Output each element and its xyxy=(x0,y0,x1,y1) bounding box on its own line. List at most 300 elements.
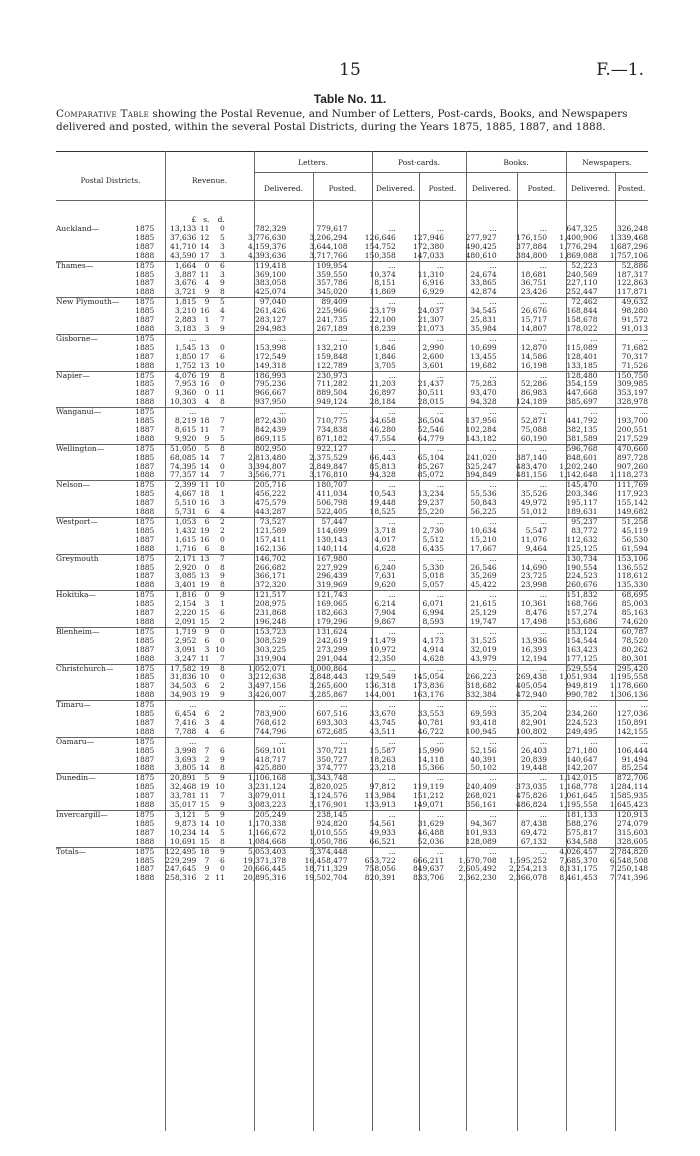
revenue-shillings-cell: 2 xyxy=(204,874,210,883)
books-delivered-cell: 13,455 xyxy=(470,352,497,361)
district-name: Westport— xyxy=(56,518,133,527)
letters-delivered-cell: 121,589 xyxy=(255,526,287,535)
newspapers-posted-cell: 52,886 xyxy=(597,261,648,270)
postcards-delivered-cell: 10,972 xyxy=(369,645,396,654)
letters-delivered-cell: 97,040 xyxy=(225,298,286,307)
books-posted-cell: ... xyxy=(497,811,547,820)
table-row xyxy=(56,271,648,280)
newspapers-delivered-cell: 1,142,648 xyxy=(559,471,598,480)
revenue-shillings-cell: 6 xyxy=(204,636,210,645)
year-cell: 1888 xyxy=(135,837,155,846)
postcards-posted-cell: 15,366 xyxy=(417,764,445,773)
postcards-delivered-cell: 26,897 xyxy=(369,389,396,398)
revenue-shillings-cell: 13 xyxy=(196,554,209,563)
revenue-shillings-cell: 16 xyxy=(199,499,210,508)
revenue-pounds-cell: 229,299 xyxy=(165,856,197,865)
letters-delivered-cell: 1,170,338 xyxy=(248,819,287,828)
letters-posted-cell: 159,848 xyxy=(316,352,348,361)
postcards-posted-cell: 85,072 xyxy=(417,471,445,480)
letters-delivered-cell: 966,667 xyxy=(255,389,287,398)
table-row xyxy=(56,234,648,243)
postcards-delivered-cell: 94,328 xyxy=(369,471,396,480)
district-name-blank xyxy=(56,252,133,261)
newspapers-delivered-cell: 381,589 xyxy=(566,434,598,443)
letters-posted-cell: 273,299 xyxy=(316,645,348,654)
revenue-shillings-cell: 6 xyxy=(204,710,210,719)
unit-pounds: £ xyxy=(191,215,197,224)
newspapers-posted-cell: 135,330 xyxy=(616,581,648,590)
newspapers-posted-cell: 872,706 xyxy=(597,774,648,783)
newspapers-posted-cell: 85,003 xyxy=(621,600,648,609)
header-newspapers-delivered: Delivered. xyxy=(570,184,611,193)
letters-posted-cell: 3,124,576 xyxy=(309,792,348,801)
revenue-pence-cell: 10 xyxy=(215,645,225,654)
year-cell: 1875 xyxy=(133,408,157,417)
table-row xyxy=(56,353,648,362)
letters-posted-cell: 242,619 xyxy=(316,636,348,645)
newspapers-posted-cell: 6,548,508 xyxy=(609,856,648,865)
district-name-blank xyxy=(56,637,133,646)
postcards-delivered-cell: 150,358 xyxy=(364,251,396,260)
district-name-blank xyxy=(56,865,133,874)
revenue-pence-cell: 8 xyxy=(220,581,225,590)
revenue-pounds-cell: 122,495 xyxy=(157,847,196,856)
revenue-shillings-cell: 19 xyxy=(199,691,210,700)
table-row xyxy=(56,591,648,600)
revenue-pence-cell: 5 xyxy=(220,434,225,443)
district-name: Blenheim— xyxy=(56,627,133,636)
revenue-pence-cell: 6 xyxy=(209,261,224,270)
letters-posted-cell: 2,848,443 xyxy=(309,673,348,682)
letters-posted-cell: ... xyxy=(286,737,347,746)
revenue-shillings-cell: 15 xyxy=(199,837,210,846)
newspapers-delivered-cell: 72,462 xyxy=(547,298,597,307)
postcards-posted-cell: ... xyxy=(396,334,444,343)
books-delivered-cell: 94,328 xyxy=(470,398,497,407)
table-row xyxy=(56,463,648,472)
newspapers-delivered-cell: 990,782 xyxy=(566,691,598,700)
revenue-shillings-cell: 0 xyxy=(196,261,209,270)
year-cell: 1888 xyxy=(135,508,155,517)
books-delivered-cell: ... xyxy=(444,444,497,453)
revenue-shillings-cell: 16 xyxy=(199,307,210,316)
year-cell: 1888 xyxy=(135,434,155,443)
letters-posted-cell: 522,405 xyxy=(316,508,348,517)
postcards-delivered-cell: ... xyxy=(348,627,396,636)
revenue-pounds-cell: 34,503 xyxy=(170,682,197,691)
postcards-posted-cell: 119,119 xyxy=(413,783,445,792)
books-delivered-cell: 34,545 xyxy=(470,307,497,316)
postcards-posted-cell: ... xyxy=(396,298,444,307)
district-name-blank xyxy=(56,454,133,463)
postcards-delivered-cell: 1,846 xyxy=(374,343,396,352)
newspapers-posted-cell: 85,254 xyxy=(621,764,648,773)
revenue-pounds-cell: 34,903 xyxy=(170,691,197,700)
newspapers-posted-cell: 51,258 xyxy=(597,518,648,527)
postcards-delivered-cell: 49,933 xyxy=(369,828,396,837)
header-postal-districts: Postal Districts. xyxy=(80,176,141,185)
table-row xyxy=(56,783,648,792)
year-cell: 1885 xyxy=(135,673,155,682)
revenue-pence-cell: 11 xyxy=(215,874,225,883)
year-cell: 1887 xyxy=(135,316,155,325)
revenue-pence-cell: 2 xyxy=(220,682,225,691)
table-row xyxy=(56,380,648,389)
newspapers-delivered-cell: 177,125 xyxy=(566,654,598,663)
books-posted-cell: 19,448 xyxy=(520,764,548,773)
newspapers-posted-cell: 149,682 xyxy=(616,508,648,517)
header-letters-posted: Posted. xyxy=(328,184,357,193)
year-cell: 1875 xyxy=(133,737,157,746)
year-cell: 1885 xyxy=(135,746,155,755)
year-cell: 1888 xyxy=(135,764,155,773)
books-posted-cell: 69,472 xyxy=(520,828,548,837)
revenue-pounds-cell: 247,645 xyxy=(165,865,197,874)
books-delivered-cell: 50,102 xyxy=(470,764,497,773)
books-posted-cell: 23,426 xyxy=(520,288,548,297)
table-row xyxy=(56,527,648,536)
books-posted-cell: 12,870 xyxy=(520,343,548,352)
postcards-posted-cell: 5,512 xyxy=(422,535,445,544)
letters-delivered-cell: 369,100 xyxy=(255,270,287,279)
postcards-delivered-cell: 47,554 xyxy=(369,434,396,443)
postcards-delivered-cell: 6,214 xyxy=(374,600,396,609)
letters-delivered-cell: 157,411 xyxy=(255,535,287,544)
newspapers-delivered-cell: 260,676 xyxy=(566,581,598,590)
header-letters: Letters. xyxy=(298,158,328,167)
year-cell: 1887 xyxy=(135,718,155,727)
year-cell: 1888 xyxy=(135,251,155,260)
postcards-delivered-cell: 22,100 xyxy=(369,316,396,325)
letters-posted-cell: 225,966 xyxy=(316,307,348,316)
revenue-shillings-cell: 13 xyxy=(199,361,210,370)
letters-posted-cell: 2,375,529 xyxy=(309,453,348,462)
books-posted-cell: 16,198 xyxy=(520,361,548,370)
district-name-blank xyxy=(56,857,133,866)
revenue-pence-cell: 8 xyxy=(220,563,225,572)
letters-posted-cell: 16,458,477 xyxy=(304,856,348,865)
letters-delivered-cell: 1,106,168 xyxy=(225,774,286,783)
revenue-shillings-cell: 3 xyxy=(204,645,210,654)
letters-posted-cell: 114,699 xyxy=(316,526,348,535)
letters-delivered-cell: 869,115 xyxy=(255,434,287,443)
revenue-shillings-cell: 13 xyxy=(199,343,210,352)
table-row xyxy=(56,518,648,527)
letters-delivered-cell: ... xyxy=(225,334,286,343)
newspapers-delivered-cell: 385,697 xyxy=(566,398,598,407)
revenue-shillings-cell: 18 xyxy=(199,490,210,499)
district-name-blank xyxy=(56,435,133,444)
revenue-shillings-cell: 5 xyxy=(196,444,209,453)
books-posted-cell: 18,681 xyxy=(520,270,548,279)
letters-posted-cell: 693,303 xyxy=(316,718,348,727)
newspapers-posted-cell: 91,013 xyxy=(621,324,648,333)
revenue-pence-cell: 7 xyxy=(220,417,225,426)
revenue-pence-cell: 11 xyxy=(215,389,225,398)
district-name-blank xyxy=(56,710,133,719)
year-cell: 1887 xyxy=(135,462,155,471)
revenue-shillings-cell xyxy=(196,408,209,417)
newspapers-posted-cell: 187,317 xyxy=(616,270,648,279)
revenue-pence-cell: 2 xyxy=(220,526,225,535)
books-delivered-cell: 69,593 xyxy=(470,710,497,719)
revenue-shillings-cell: 17 xyxy=(199,251,210,260)
revenue-pounds-cell: 258,316 xyxy=(165,874,197,883)
postcards-posted-cell: 163,176 xyxy=(413,691,445,700)
postcards-delivered-cell: 46,280 xyxy=(369,425,396,434)
postcards-posted-cell: 21,307 xyxy=(417,316,445,325)
unit-pence: d. xyxy=(217,215,225,224)
newspapers-posted-cell: 1,284,114 xyxy=(609,783,648,792)
revenue-pence-cell: 2 xyxy=(220,710,225,719)
newspapers-posted-cell: 120,913 xyxy=(597,811,648,820)
postcards-delivered-cell: 18,525 xyxy=(369,508,396,517)
newspapers-posted-cell: 61,594 xyxy=(621,544,648,553)
revenue-pence-cell: 0 xyxy=(220,462,225,471)
postcards-posted-cell: 46,488 xyxy=(417,828,445,837)
books-posted-cell: 75,088 xyxy=(520,425,548,434)
revenue-pounds-cell: 77,357 xyxy=(170,471,197,480)
books-delivered-cell: 19,682 xyxy=(470,361,497,370)
newspapers-delivered-cell: 1,061,645 xyxy=(559,792,598,801)
revenue-pounds-cell: ... xyxy=(157,737,196,746)
newspapers-delivered-cell: 140,647 xyxy=(566,755,598,764)
revenue-pence-cell: 10 xyxy=(209,481,224,490)
postcards-posted-cell: 2,730 xyxy=(422,526,445,535)
newspapers-delivered-cell: 234,260 xyxy=(566,710,598,719)
books-delivered-cell: 24,674 xyxy=(470,270,497,279)
newspapers-delivered-cell: 52,223 xyxy=(547,261,597,270)
year-cell: 1885 xyxy=(135,600,155,609)
year-cell: 1887 xyxy=(135,535,155,544)
newspapers-posted-cell: 326,248 xyxy=(616,225,648,233)
postcards-delivered-cell: 7,631 xyxy=(374,572,396,581)
newspapers-posted-cell: 1,178,660 xyxy=(609,682,648,691)
revenue-shillings-cell: 1 xyxy=(204,316,210,325)
year-cell: 1875 xyxy=(133,627,157,636)
revenue-shillings-cell: 9 xyxy=(204,288,210,297)
district-name-blank xyxy=(56,829,133,838)
postcards-posted-cell: 833,706 xyxy=(413,874,445,883)
books-posted-cell: 2,254,213 xyxy=(508,865,548,874)
table-row xyxy=(56,490,648,499)
table-row xyxy=(56,710,648,719)
postcards-delivered-cell: 10,543 xyxy=(369,490,396,499)
district-name: Wellington— xyxy=(56,444,133,453)
district-name-blank xyxy=(56,581,133,590)
revenue-pounds-cell: 68,085 xyxy=(170,453,197,462)
newspapers-delivered-cell: 529,554 xyxy=(547,664,597,673)
district-name-blank xyxy=(56,279,133,288)
books-delivered-cell: 100,945 xyxy=(465,727,497,736)
postcards-posted-cell: 172,380 xyxy=(413,242,445,251)
revenue-shillings-cell: 14 xyxy=(199,764,210,773)
postcards-delivered-cell: 19,448 xyxy=(369,499,396,508)
books-posted-cell: ... xyxy=(497,371,547,380)
letters-posted-cell: 734,838 xyxy=(316,425,348,434)
books-delivered-cell: 241,020 xyxy=(465,453,497,462)
revenue-shillings-cell: 11 xyxy=(199,225,210,233)
revenue-shillings-cell: 14 xyxy=(199,453,210,462)
postcards-posted-cell: 11,310 xyxy=(417,270,445,279)
letters-delivered-cell: 3,566,771 xyxy=(248,471,287,480)
revenue-pence-cell: 7 xyxy=(220,316,225,325)
books-posted-cell: 52,286 xyxy=(520,380,548,389)
letters-posted-cell: 230,973 xyxy=(286,371,347,380)
letters-posted-cell: 89,409 xyxy=(286,298,347,307)
postcards-posted-cell: 6,435 xyxy=(422,544,445,553)
books-posted-cell: 26,403 xyxy=(520,746,548,755)
books-delivered-cell: 43,979 xyxy=(470,654,497,663)
newspapers-delivered-cell: 157,274 xyxy=(566,609,598,618)
district-name: Totals— xyxy=(56,847,133,856)
header-books: Books. xyxy=(503,158,529,167)
newspapers-posted-cell: 68,695 xyxy=(597,591,648,600)
books-delivered-cell: 32,019 xyxy=(470,645,497,654)
newspapers-posted-cell: 136,552 xyxy=(616,563,648,572)
revenue-pounds-cell: 3,085 xyxy=(174,572,197,581)
revenue-pence-cell: 6 xyxy=(220,609,225,618)
revenue-pence-cell: 7 xyxy=(220,453,225,462)
district-name: Nelson— xyxy=(56,481,133,490)
newspapers-delivered-cell: ... xyxy=(547,408,597,417)
letters-delivered-cell: 3,497,156 xyxy=(248,682,287,691)
year-cell: 1875 xyxy=(133,334,157,343)
postcards-posted-cell: 40,781 xyxy=(417,718,445,727)
year-cell: 1875 xyxy=(133,261,157,270)
newspapers-delivered-cell: 128,480 xyxy=(547,371,597,380)
year-cell: 1888 xyxy=(135,324,155,333)
table-row xyxy=(56,581,648,590)
books-posted-cell: 9,464 xyxy=(525,544,548,553)
revenue-pence-cell: 0 xyxy=(220,380,225,389)
district-name: Thames— xyxy=(56,261,133,270)
postcards-posted-cell: 21,073 xyxy=(417,324,445,333)
revenue-shillings-cell: 9 xyxy=(196,627,209,636)
revenue-pence-cell: 0 xyxy=(220,865,225,874)
postcards-posted-cell: 147,033 xyxy=(413,251,445,260)
newspapers-posted-cell: 106,444 xyxy=(616,746,648,755)
letters-posted-cell: 19,502,704 xyxy=(304,874,348,883)
newspapers-posted-cell: 155,142 xyxy=(616,499,648,508)
books-delivered-cell: ... xyxy=(444,737,497,746)
revenue-pounds-cell: 1,615 xyxy=(174,535,197,544)
header-postcards-delivered: Delivered. xyxy=(375,184,416,193)
letters-delivered-cell: 283,127 xyxy=(255,316,287,325)
revenue-pounds-cell: 74,395 xyxy=(170,462,197,471)
letters-posted-cell: 711,282 xyxy=(316,380,348,389)
revenue-pounds-cell: 2,091 xyxy=(174,617,197,626)
books-delivered-cell: ... xyxy=(444,481,497,490)
books-posted-cell: 384,800 xyxy=(516,251,548,260)
revenue-shillings-cell: 18 xyxy=(199,417,210,426)
books-posted-cell: 51,012 xyxy=(520,508,548,517)
postcards-delivered-cell: 113,984 xyxy=(364,792,396,801)
revenue-pence-cell: 1 xyxy=(220,600,225,609)
letters-delivered-cell: 783,900 xyxy=(255,710,287,719)
postcards-delivered-cell: 1,846 xyxy=(374,352,396,361)
revenue-pence-cell: 5 xyxy=(209,298,224,307)
books-posted-cell: 13,936 xyxy=(520,636,548,645)
postcards-delivered-cell: ... xyxy=(348,591,396,600)
year-cell: 1875 xyxy=(133,518,157,527)
newspapers-posted-cell: ... xyxy=(597,408,648,417)
table-row xyxy=(56,600,648,609)
letters-posted-cell: 3,265,600 xyxy=(309,682,348,691)
postcards-posted-cell: 5,330 xyxy=(422,563,445,572)
letters-posted-cell: 871,182 xyxy=(316,434,348,443)
letters-delivered-cell: 456,222 xyxy=(255,490,287,499)
revenue-shillings-cell: 2 xyxy=(204,755,210,764)
revenue-shillings-cell xyxy=(196,737,209,746)
year-cell: 1888 xyxy=(135,398,155,407)
letters-posted-cell: 319,969 xyxy=(316,581,348,590)
year-cell: 1887 xyxy=(135,572,155,581)
newspapers-delivered-cell: 125,125 xyxy=(566,544,598,553)
section-code: F.—1. xyxy=(596,60,644,80)
letters-delivered-cell: 418,717 xyxy=(255,755,287,764)
newspapers-delivered-cell: 8,461,453 xyxy=(559,874,598,883)
letters-posted-cell: 949,124 xyxy=(316,398,348,407)
letters-delivered-cell: 294,983 xyxy=(255,324,287,333)
postcards-posted-cell: 25,220 xyxy=(417,508,445,517)
postcards-delivered-cell: 28,184 xyxy=(369,398,396,407)
revenue-pence-cell xyxy=(209,737,224,746)
revenue-pounds-cell: 2,883 xyxy=(174,316,197,325)
revenue-pounds-cell: 9,873 xyxy=(174,819,197,828)
newspapers-posted-cell: ... xyxy=(597,737,648,746)
newspapers-posted-cell: 60,787 xyxy=(597,627,648,636)
table-row xyxy=(56,764,648,773)
letters-posted-cell: 607,516 xyxy=(316,710,348,719)
postcards-delivered-cell: 653,722 xyxy=(364,856,396,865)
letters-posted-cell: 374,777 xyxy=(316,764,348,773)
year-cell: 1888 xyxy=(135,617,155,626)
revenue-pence-cell: 9 xyxy=(220,691,225,700)
table-row xyxy=(56,801,648,810)
books-delivered-cell: 55,536 xyxy=(470,490,497,499)
newspapers-delivered-cell: 240,569 xyxy=(566,270,598,279)
district-name-blank xyxy=(56,362,133,371)
postcards-delivered-cell: ... xyxy=(388,225,396,233)
newspapers-posted-cell: 71,682 xyxy=(621,343,648,352)
books-delivered-cell: 102,284 xyxy=(465,425,497,434)
letters-delivered-cell: 937,950 xyxy=(255,398,287,407)
postcards-posted-cell: 46,722 xyxy=(417,727,445,736)
books-delivered-cell: 356,161 xyxy=(465,801,497,810)
letters-posted-cell: 1,050,786 xyxy=(309,837,348,846)
postcards-posted-cell: 85,267 xyxy=(417,462,445,471)
postcards-posted-cell: 52,036 xyxy=(417,837,445,846)
revenue-shillings-cell: 6 xyxy=(204,544,210,553)
books-posted-cell: ... xyxy=(497,554,547,563)
letters-posted-cell: 238,145 xyxy=(286,811,347,820)
header-letters-delivered: Delivered. xyxy=(263,184,304,193)
revenue-shillings-cell: 7 xyxy=(204,856,210,865)
revenue-pence-cell: 4 xyxy=(220,508,225,517)
letters-posted-cell: 357,786 xyxy=(316,279,348,288)
newspapers-posted-cell: 91,572 xyxy=(621,316,648,325)
district-name-blank xyxy=(56,600,133,609)
letters-delivered-cell: 261,426 xyxy=(255,307,287,316)
newspapers-delivered-cell: 190,554 xyxy=(566,563,598,572)
table-row xyxy=(56,408,648,417)
revenue-pounds-cell: 1,815 xyxy=(157,298,196,307)
newspapers-delivered-cell: 1,776,294 xyxy=(559,242,598,251)
letters-delivered-cell: 196,248 xyxy=(255,617,287,626)
letters-delivered-cell: ... xyxy=(225,408,286,417)
books-delivered-cell: 10,699 xyxy=(470,343,497,352)
